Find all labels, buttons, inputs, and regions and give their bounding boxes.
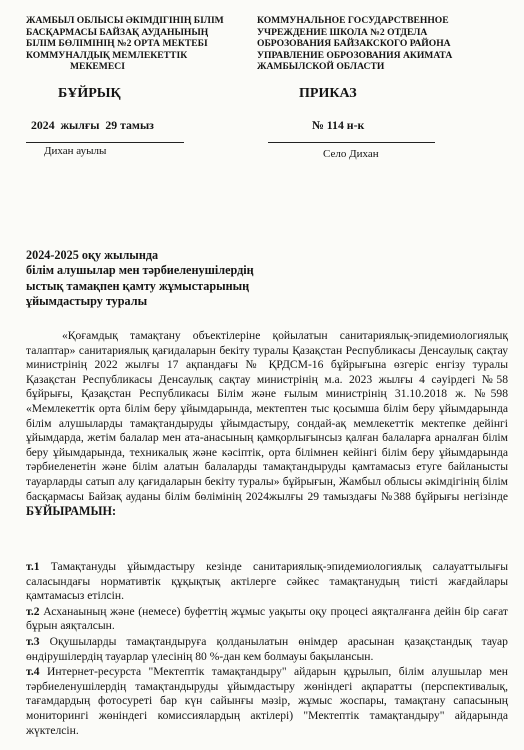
intro-paragraph bbox=[26, 329, 508, 520]
header-line: МЕКЕМЕСІ bbox=[70, 61, 125, 72]
header-line: УПРАВЛЕНИЕ ОБРОЗОВАНИЯ АКИМАТА bbox=[257, 49, 453, 61]
order-number: № 114 н-к bbox=[312, 118, 365, 132]
header-right-ru bbox=[257, 15, 502, 73]
list-item bbox=[26, 560, 508, 604]
header-left-kz bbox=[26, 15, 246, 73]
order-items bbox=[26, 560, 508, 739]
place-kz: Дихан ауылы bbox=[44, 145, 107, 157]
date-underline bbox=[26, 142, 184, 143]
item-mark: т.2 bbox=[26, 604, 40, 618]
item-text: Оқушыларды тамақтандыруға қолданылатын өнімдер арасынан қазақстандық тауар өндірушілердің тауарлар үлесінің 80 %-дан кем болмауы бақылансын. bbox=[26, 634, 508, 663]
subject-line: 2024-2025 оқу жылында bbox=[26, 248, 159, 262]
header-line: ЖАМБЫЛ ОБЛЫСЫ ӘКІМДІГІНІҢ БІЛІМ bbox=[26, 15, 224, 26]
item-text: Интернет-ресурста "Мектептік тамақтандыру" айдарын құрылып, білім алушылар мен тәрбиеленушілердің тамақтандыруды ұйымдастыру жөніндегі ақпаратты (перспективалық, тағамдардың фотосуреті бар күн сайынғы мәзір, жұмыс жоспары, тамақтану сапасының мониторингі жөніндегі комиссиялардың актілері) "Мектептік тамақтандыру" айдарында жүктелсін. bbox=[26, 665, 508, 737]
header-line: БАСҚАРМАСЫ БАЙЗАҚ АУДАНЫНЫҢ bbox=[26, 26, 209, 38]
list-item bbox=[26, 605, 508, 634]
subject-line: ұйымдастыру туралы bbox=[26, 294, 148, 309]
item-text: Тамақтануды ұйымдастыру кезінде санитариялық-эпидемиологиялық салауаттылығы саласындағы нормативтік құқықтық актілерге сәйкес тамақтанудың тиісті жағдайлары қамтамасыз етілсін. bbox=[26, 560, 508, 603]
header-line: КОММУНАЛДЫҚ МЕМЛЕКЕТТІК bbox=[26, 49, 188, 61]
item-mark: т.3 bbox=[26, 634, 40, 648]
header-line: УЧРЕЖДЕНИЕ ШКОЛА №2 ОТДЕЛА bbox=[257, 26, 428, 38]
decree-word: БҰЙЫРАМЫН: bbox=[26, 504, 117, 519]
header-line: КОММУНАЛЬНОЕ ГОСУДАРСТВЕННОЕ bbox=[257, 15, 449, 26]
order-title-ru: ПРИКАЗ bbox=[299, 86, 357, 101]
place-ru: Село Дихан bbox=[323, 148, 379, 160]
list-item bbox=[26, 665, 508, 738]
item-mark: т.4 bbox=[26, 665, 40, 679]
number-underline bbox=[268, 142, 435, 143]
item-mark: т.1 bbox=[26, 560, 40, 573]
order-title-kz: БҰЙРЫҚ bbox=[58, 86, 121, 101]
header-line: ЖАМБЫЛСКОЙ ОБЛАСТИ bbox=[257, 61, 385, 72]
order-subject bbox=[26, 248, 326, 310]
subject-line: ыстық тамақпен қамту жұмыстарының bbox=[26, 278, 250, 293]
item-text: Асханаының және (немесе) буфеттің жұмыс уақыты оқу процесі аяқталғанға дейін бір сағат бұрын аяқталсын. bbox=[26, 604, 508, 633]
header-line: ОБРОЗОВАНИЯ БАЙЗАКСКОГО РАЙОНА bbox=[257, 38, 451, 49]
intro-text: «Қоғамдық тамақтану объектілеріне қойылатын санитариялық-эпидемиологиялық талаптар» санитариялық қағидаларын бекіту туралы Қазақстан Республикасы Денсаулық сақтау министрінің 2022 жылғы 17 ақпандағы № ҚРДСМ-16 бұйрығына өзгеріс енгізу туралы Қазақстан Республикасы Денсаулық сақтау министрінің м.а. 2023 жылғы 4 сәуірдегі №58 бұйрығы, Қазақстан Республикасы Білім және ғылым министрінің 31.10.2018 ж. №598 «Мемлекеттік орта білім беру ұйымдарында, мектептен тыс қосымша білім беру ұйымдарында білім алушыларды тамақтандыруды ұйымдастыру, сондай-ақ мемлекеттік мектепке дейінгі ұйымдарда, жетім балалар мен ата-анасының қамқорлығынсыз қалған балаларға арналған білім беру ұйымдарында, техникалық және кәсіптік, орта білімнен кейінгі білім беру ұйымдарында тәрбиеленетін және білім алатын балаларды тамақтандыруды қамтамасыз етуге байланысты тауарларды сатып алу қағидаларын бекіту туралы» бұйрығын, Жамбыл облысы әкімдігінің білім басқармасы Байзақ ауданы білім бөлімінің 2024жылғы 29 тамыздағы №388 бұйрығы негізінде bbox=[26, 329, 508, 503]
header-line: БІЛІМ БӨЛІМІНІҢ №2 ОРТА МЕКТЕБІ bbox=[26, 38, 208, 49]
subject-line: білім алушылар мен тәрбиеленушілердің bbox=[26, 263, 254, 278]
order-date: 2024 жылғы 29 тамыз bbox=[31, 118, 154, 132]
list-item bbox=[26, 635, 508, 664]
